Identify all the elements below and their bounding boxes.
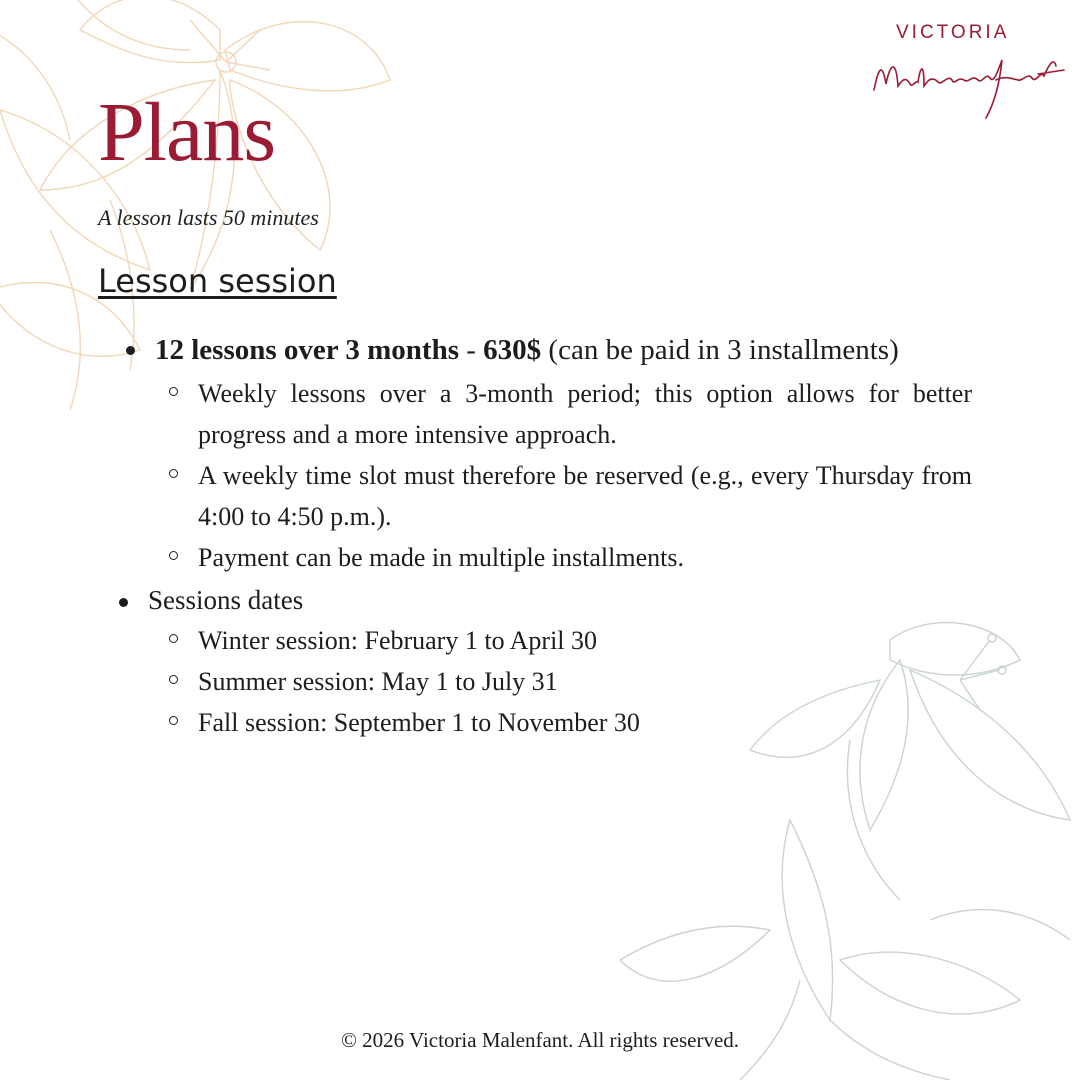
- plan-details-list: [155, 373, 972, 578]
- session-item: [155, 702, 972, 743]
- bullet-circle-icon: [169, 716, 178, 725]
- session-text: Winter session: February 1 to April 30: [198, 626, 598, 655]
- plan-detail-item: [155, 537, 972, 578]
- plan-price: 630$: [483, 334, 542, 366]
- lesson-duration-note: A lesson lasts 50 minutes: [98, 205, 319, 230]
- bullet-circle-icon: [169, 551, 178, 560]
- section-heading: Lesson session: [98, 262, 337, 300]
- plans-list: [98, 328, 972, 743]
- session-text: Summer session: May 1 to July 31: [198, 667, 558, 696]
- plan-detail-text: Payment can be made in multiple installments.: [198, 543, 684, 572]
- logo-wordmark: VICTORIA: [896, 22, 1010, 43]
- plan-detail-text: A weekly time slot must therefore be reserved (e.g., every Thursday from 4:00 to 4:50 p.m.).: [198, 461, 972, 531]
- bullet-circle-icon: [169, 387, 178, 396]
- plan-detail-item: [155, 455, 972, 537]
- plan-item: [98, 328, 972, 578]
- bullet-dot-icon: [119, 598, 128, 607]
- session-item: [155, 620, 972, 661]
- sessions-list: [155, 620, 972, 743]
- plans-content: [98, 328, 972, 743]
- copyright-footer: © 2026 Victoria Malenfant. All rights reserved.: [340, 1028, 740, 1052]
- bullet-circle-icon: [169, 634, 178, 643]
- plan-detail-text: Weekly lessons over a 3-month period; this option allows for better progress and a more intensive approach.: [198, 379, 972, 449]
- logo-signature: [868, 40, 1068, 120]
- sessions-item: [98, 580, 972, 743]
- plan-detail-item: [155, 373, 972, 455]
- page-title: Plans: [98, 86, 276, 179]
- session-item: [155, 661, 972, 702]
- bullet-circle-icon: [169, 469, 178, 478]
- plan-payment-note: (can be paid in 3 installments): [541, 334, 899, 366]
- bullet-dot-icon: [126, 346, 135, 355]
- plan-separator: -: [459, 334, 484, 366]
- session-text: Fall session: September 1 to November 30: [198, 708, 640, 737]
- plan-summary: [155, 328, 972, 373]
- bullet-circle-icon: [169, 675, 178, 684]
- plan-lessons: 12 lessons over 3 months: [155, 334, 459, 366]
- brand-logo: [868, 22, 1068, 122]
- sessions-label: Sessions dates: [148, 585, 304, 615]
